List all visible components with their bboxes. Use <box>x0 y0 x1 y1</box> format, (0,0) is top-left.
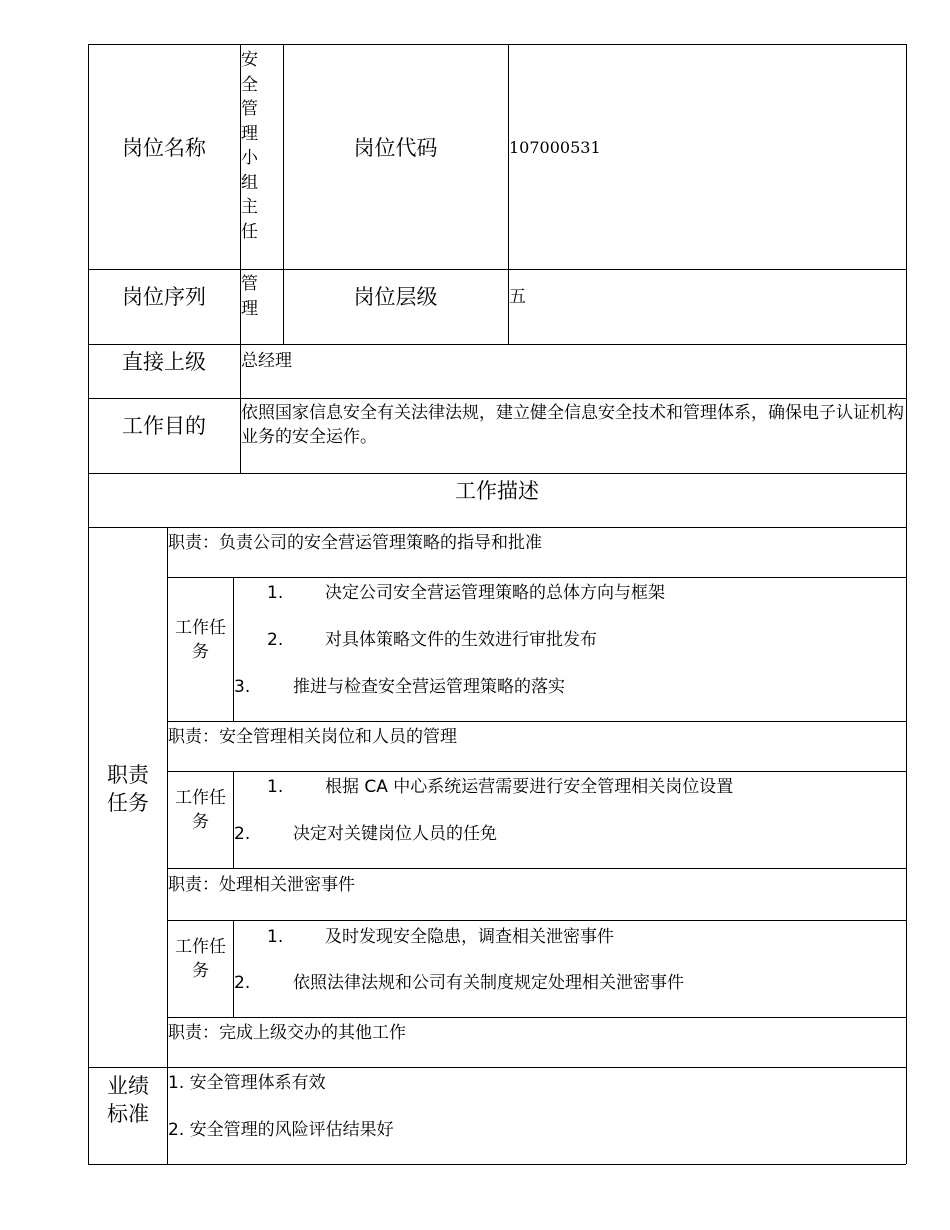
performance-item-1: 1. 安全管理体系有效 <box>168 1073 326 1093</box>
task-label-1: 工作任务 <box>175 618 226 662</box>
performance-label: 业绩标准 <box>107 1074 149 1126</box>
task-3-1: 及时发现安全隐患，调查相关泄密事件 <box>325 927 614 947</box>
task-3-1-num: 1. <box>267 927 284 947</box>
description-title: 工作描述 <box>455 479 539 503</box>
duty-2: 职责：安全管理相关岗位和人员的管理 <box>168 727 457 747</box>
duty-4: 职责：完成上级交办的其他工作 <box>168 1023 406 1043</box>
task-label-3: 工作任务 <box>175 937 226 981</box>
post-level-value: 五 <box>509 287 526 307</box>
task-2-2-num: 2. <box>234 824 251 844</box>
post-name-value: 安全管理小组主任 <box>241 50 258 242</box>
task-2-1-num: 1. <box>267 777 284 797</box>
purpose-value: 依照国家信息安全有关法律法规，建立健全信息安全技术和管理体系，确保电子认证机构业务的安全运作。 <box>241 403 904 447</box>
task-1-3-num: 3. <box>234 677 251 697</box>
post-level-label: 岗位层级 <box>353 285 438 309</box>
duty-3: 职责：处理相关泄密事件 <box>168 875 355 895</box>
post-name-label: 岗位名称 <box>122 136 206 160</box>
performance-item-2: 2. 安全管理的风险评估结果好 <box>168 1120 394 1140</box>
post-code-label: 岗位代码 <box>353 136 438 160</box>
task-3-2-num: 2. <box>234 973 251 993</box>
purpose-label: 工作目的 <box>122 414 206 438</box>
duties-label: 职责任务 <box>107 763 149 815</box>
task-3-2: 依照法律法规和公司有关制度规定处理相关泄密事件 <box>293 973 684 993</box>
task-1-1-num: 1. <box>267 583 284 603</box>
duty-1: 职责：负责公司的安全营运管理策略的指导和批准 <box>168 533 542 553</box>
task-label-2: 工作任务 <box>175 788 226 832</box>
post-series-value: 管理 <box>241 274 258 319</box>
post-series-label: 岗位序列 <box>122 285 206 309</box>
task-2-1: 根据 CA 中心系统运营需要进行安全管理相关岗位设置 <box>325 777 734 797</box>
superior-label: 直接上级 <box>122 350 206 374</box>
task-1-2-num: 2. <box>267 630 284 650</box>
superior-value: 总经理 <box>241 351 292 371</box>
task-1-1: 决定公司安全营运管理策略的总体方向与框架 <box>325 583 665 603</box>
post-code-value: 107000531 <box>509 138 601 157</box>
task-1-2: 对具体策略文件的生效进行审批发布 <box>325 630 597 650</box>
task-2-2: 决定对关键岗位人员的任免 <box>293 824 497 844</box>
task-1-3: 推进与检查安全营运管理策略的落实 <box>293 677 565 697</box>
